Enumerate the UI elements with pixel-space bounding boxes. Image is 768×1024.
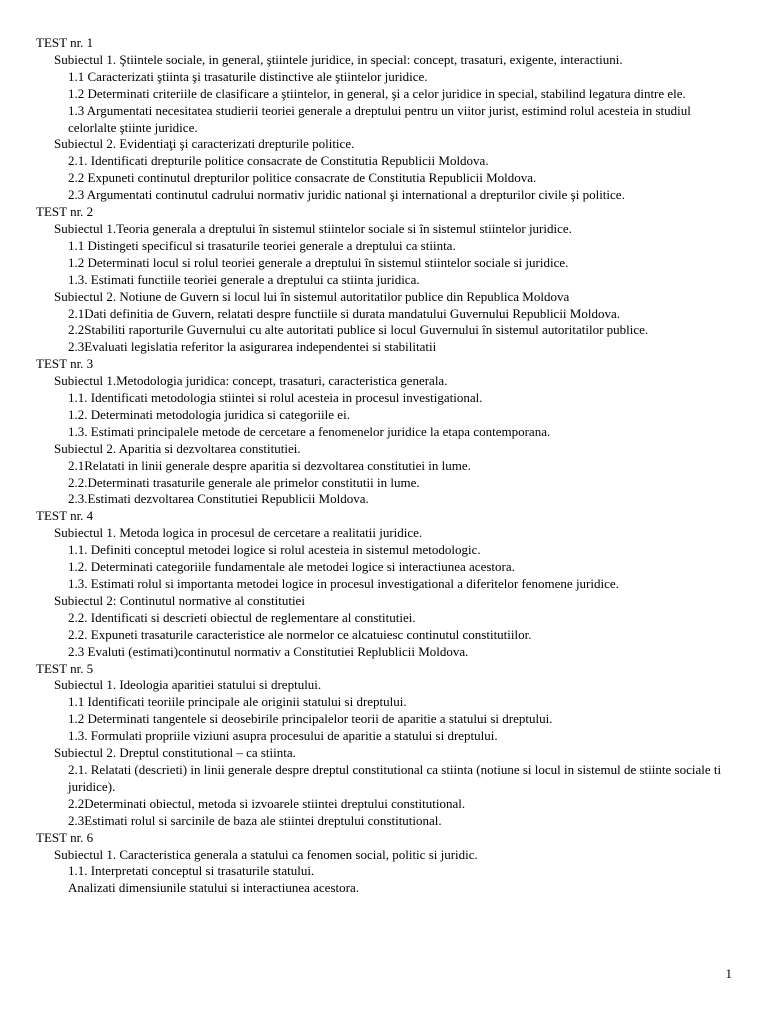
document-body bbox=[0, 35, 768, 897]
question-item: 1.1. Definiti conceptul metodei logice si rolul acesteia in sistemul metodologic. bbox=[68, 542, 481, 558]
question-item: 2.2Stabiliti raporturile Guvernului cu alte autoritati publice si locul Guvernului în sistemul autoritatilor publice. bbox=[68, 322, 649, 338]
question-item: 1.3. Formulati propriile viziuni asupra procesului de aparitie a statului si dreptului. bbox=[68, 728, 498, 744]
subject-heading: Subiectul 1. Ştiintele sociale, in general, ştiintele juridice, in special: concept, trasaturi, exigente, interactiuni. bbox=[54, 51, 623, 67]
question-item: 1.3. Estimati principalele metode de cercetare a fenomenelor juridice la etapa contemporana. bbox=[68, 423, 551, 439]
question-item: 1.1. Interpretati conceptul si trasaturile statului. bbox=[68, 863, 315, 879]
question-item: 2.1. Identificati drepturile politice consacrate de Constitutia Republicii Moldova. bbox=[68, 153, 489, 169]
test-heading: TEST nr. 3 bbox=[36, 356, 94, 372]
question-item: 2.2. Expuneti trasaturile caracteristice ale normelor ce alcatuiesc continutul constitutiilor. bbox=[68, 626, 532, 642]
subject-heading: Subiectul 2. Notiune de Guvern si locul lui în sistemul autoritatilor publice din Republica Moldova bbox=[54, 288, 570, 304]
test-heading: TEST nr. 4 bbox=[36, 508, 94, 524]
question-item: 1.2. Determinati categoriile fundamentale ale metodei logice si interactiunea acestora. bbox=[68, 559, 515, 575]
question-item: 2.3 Evaluti (estimati)continutul normativ a Constitutiei Replublicii Moldova. bbox=[68, 643, 469, 659]
subject-heading: Subiectul 2: Continutul normative al constitutiei bbox=[54, 592, 305, 608]
subject-heading: Subiectul 1. Caracteristica generala a statului ca fenomen social, politic si juridic. bbox=[54, 846, 478, 862]
question-item: 1.1 Identificati teoriile principale ale originii statului si dreptului. bbox=[68, 694, 407, 710]
subject-heading: Subiectul 1.Teoria generala a dreptului în sistemul stiintelor sociale si în sistemul stiintelor juridice. bbox=[54, 220, 572, 236]
question-item: 1.3. Estimati functiile teoriei generale a dreptului ca stiinta juridica. bbox=[68, 271, 420, 287]
question-item: 2.1Dati definitia de Guvern, relatati despre functiile si durata mandatului Guvernului Republicii Moldova. bbox=[68, 305, 620, 321]
question-item: 2.3Evaluati legislatia referitor la asigurarea independentei si stabilitatii bbox=[68, 339, 437, 355]
test-heading: TEST nr. 6 bbox=[36, 829, 94, 845]
question-item: 1.2. Determinati metodologia juridica si categoriile ei. bbox=[68, 406, 350, 422]
question-item: 2.2. Identificati si descrieti obiectul de reglementare al constitutiei. bbox=[68, 609, 416, 625]
question-item: 2.2.Determinati trasaturile generale ale primelor constitutii in lume. bbox=[68, 474, 420, 490]
question-item: 2.1Relatati in linii generale despre aparitia si dezvoltarea constitutiei in lume. bbox=[68, 457, 471, 473]
subject-heading: Subiectul 2. Aparitia si dezvoltarea constitutiei. bbox=[54, 440, 301, 456]
question-item: 2.3Estimati rolul si sarcinile de baza ale stiintei dreptului constitutional. bbox=[68, 812, 442, 828]
subject-heading: Subiectul 1. Ideologia aparitiei statului si dreptului. bbox=[54, 677, 322, 693]
subject-heading: Subiectul 1. Metoda logica in procesul de cercetare a realitatii juridice. bbox=[54, 525, 423, 541]
question-item: 1.2 Determinati criteriile de clasificare a ştiintelor, in general, şi a celor juridice in special, stabilind legatura dintre ele. bbox=[68, 85, 686, 101]
question-item: 1.2 Determinati locul si rolul teoriei generale a dreptului în sistemul stiintelor sociale si juridice. bbox=[68, 254, 569, 270]
test-heading: TEST nr. 1 bbox=[36, 35, 94, 50]
question-item: 1.2 Determinati tangentele si deosebirile principalelor teorii de aparitie a statului si dreptului. bbox=[68, 711, 553, 727]
question-item: 1.1 Distingeti specificul si trasaturile teoriei generale a dreptului ca stiinta. bbox=[68, 237, 456, 253]
subject-heading: Subiectul 1.Metodologia juridica: concept, trasaturi, caracteristica generala. bbox=[54, 373, 448, 389]
question-item: 1.3. Estimati rolul si importanta metodei logice in procesul investigational a diferitelor fenomene juridice. bbox=[68, 576, 619, 591]
test-heading: TEST nr. 2 bbox=[36, 204, 94, 220]
question-item: 2.2 Expuneti continutul drepturilor politice consacrate de Constitutia Republicii Moldova. bbox=[68, 170, 537, 186]
question-item: 2.1. Relatati (descrieti) in linii generale despre dreptul constitutional ca stiinta (notiune si locul in sistemul de stiinte sociale ti juridice). bbox=[68, 761, 722, 794]
question-item: Analizati dimensiunile statului si interactiunea acestora. bbox=[68, 880, 359, 896]
question-item: 2.3.Estimati dezvoltarea Constitutiei Republicii Moldova. bbox=[68, 491, 369, 507]
question-item: 2.2Determinati obiectul, metoda si izvoarele stiintei dreptului constitutional. bbox=[68, 795, 466, 811]
question-item: 1.3 Argumentati necesitatea studierii teoriei generale a dreptului pentru un viitor jurist, estimind rolul acesteia in studiul celorlalte ştiinte juridice. bbox=[68, 102, 691, 135]
question-item: 1.1. Identificati metodologia stiintei si rolul acesteia in procesul investigational. bbox=[68, 390, 483, 406]
page-number: 1 bbox=[725, 966, 732, 981]
subject-heading: Subiectul 2. Evidentiaţi şi caracterizati drepturile politice. bbox=[54, 136, 355, 152]
question-item: 2.3 Argumentati continutul cadrului normativ juridic national şi international a drepturilor civile şi politice. bbox=[68, 187, 625, 203]
question-item: 1.1 Caracterizati ştiinta şi trasaturile distinctive ale ştiintelor juridice. bbox=[68, 68, 428, 84]
subject-heading: Subiectul 2. Dreptul constitutional – ca stiinta. bbox=[54, 745, 296, 761]
test-heading: TEST nr. 5 bbox=[36, 660, 94, 676]
